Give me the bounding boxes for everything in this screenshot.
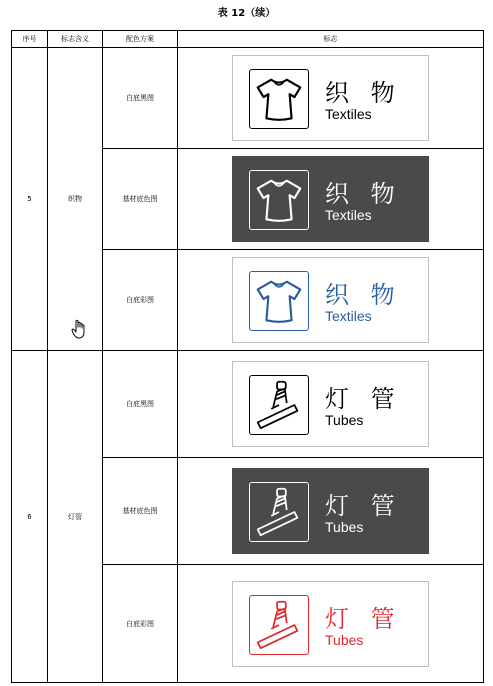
sign-english-label: Textiles — [325, 106, 372, 122]
sign-chinese-label: 织 物 — [325, 79, 402, 107]
sign-english-label: Tubes — [325, 519, 364, 535]
t-shirt-icon — [250, 171, 308, 229]
header-scheme: 配色方案 — [103, 31, 178, 48]
textiles-sign-white-black — [232, 55, 429, 141]
textiles-icon-frame — [249, 69, 309, 129]
fluorescent-tube-icon — [250, 483, 308, 541]
sign-table — [11, 30, 484, 683]
hand-cursor-icon — [70, 318, 90, 340]
sign-chinese-label: 织 物 — [325, 180, 402, 208]
row-scheme: 白底彩图 — [103, 565, 178, 683]
sign-english-label: Tubes — [325, 631, 364, 648]
row-scheme: 白底黑图 — [103, 48, 178, 149]
textiles-sign-white-color — [232, 257, 429, 343]
table-row — [12, 351, 484, 458]
row-scheme: 白底彩图 — [103, 250, 178, 351]
sign-chinese-label: 灯 管 — [325, 604, 402, 633]
tubes-sign-base-color — [232, 468, 429, 554]
row-scheme: 基材底色图 — [103, 458, 178, 565]
textiles-sign-base-color — [232, 156, 429, 242]
row-scheme: 白底黑图 — [103, 351, 178, 458]
textiles-icon-frame — [249, 271, 309, 331]
row-scheme: 基材底色图 — [103, 149, 178, 250]
row-index: 6 — [12, 351, 48, 683]
t-shirt-icon — [250, 70, 308, 128]
sign-chinese-label: 灯 管 — [325, 492, 402, 520]
textiles-icon-frame — [249, 170, 309, 230]
sign-english-label: Textiles — [325, 207, 372, 223]
fluorescent-tube-icon — [250, 596, 308, 654]
row-index: 5 — [12, 48, 48, 351]
sign-chinese-label: 灯 管 — [325, 385, 402, 413]
table-row — [12, 48, 484, 149]
header-sign: 标志 — [178, 31, 484, 48]
table-title: 表 12（续） — [217, 8, 276, 19]
sign-english-label: Tubes — [325, 412, 364, 428]
row-meaning: 织物 — [48, 48, 103, 351]
t-shirt-icon — [250, 272, 308, 330]
fluorescent-tube-icon — [250, 376, 308, 434]
tubes-icon-frame — [249, 482, 309, 542]
header-row — [12, 31, 484, 48]
row-meaning: 灯管 — [48, 351, 103, 683]
sign-english-label: Textiles — [325, 308, 372, 324]
sign-chinese-label: 织 物 — [325, 281, 402, 309]
tubes-icon-frame — [249, 375, 309, 435]
header-meaning: 标志含义 — [48, 31, 103, 48]
tubes-sign-white-black — [232, 361, 429, 447]
tubes-icon-frame — [249, 595, 309, 655]
header-index: 序号 — [12, 31, 48, 48]
tubes-sign-white-color — [232, 581, 429, 667]
